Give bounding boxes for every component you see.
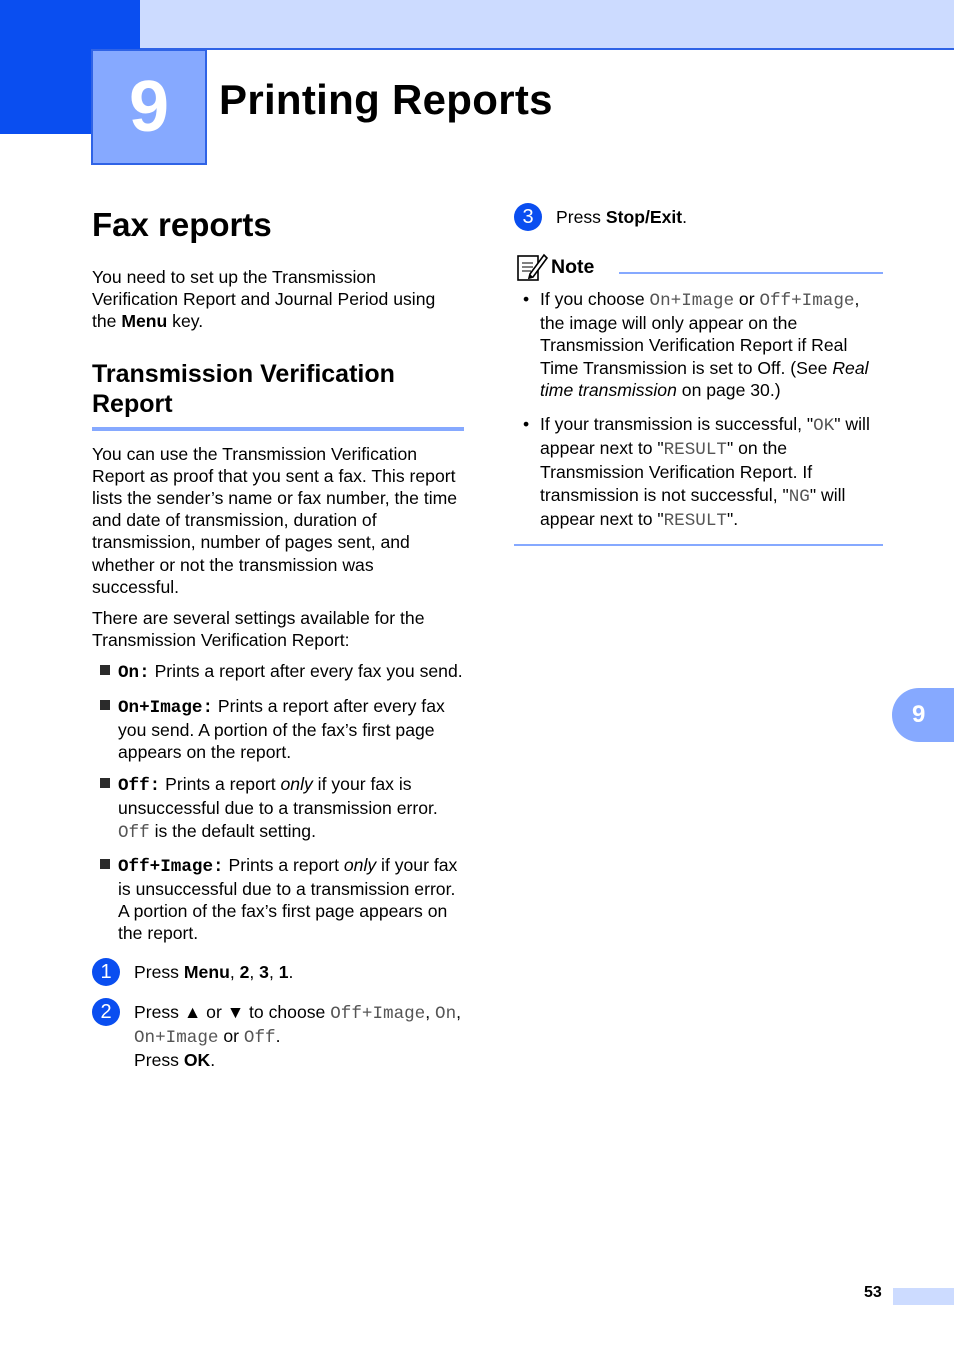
tvr-description: You can use the Transmission Verification Report as proof that you sent a fax. This report lists the sender’s name or fax number, the time and date of transmission, duration of transmission, number of pages sent, and whether or not the transmission was successful. bbox=[92, 443, 458, 597]
note-bottom-rule bbox=[514, 544, 883, 546]
step-2: 2 Press ▲ or ▼ to choose Off+Image, On, On+Image or Off. Press OK. bbox=[92, 1001, 464, 1072]
subsection-rule bbox=[92, 427, 464, 431]
bullet-dot-icon: • bbox=[523, 414, 530, 435]
square-bullet-icon bbox=[100, 778, 110, 788]
option-label: Off+Image: bbox=[118, 856, 224, 877]
down-arrow-icon: ▼ bbox=[226, 1001, 245, 1022]
header-rule bbox=[140, 48, 954, 50]
menu-key: Menu bbox=[121, 311, 168, 332]
section-title: Fax reports bbox=[92, 206, 272, 243]
chapter-title: Printing Reports bbox=[219, 76, 553, 123]
bullet-dot-icon: • bbox=[523, 289, 530, 309]
list-item: • If you choose On+Image or Off+Image, the image will only appear on the Transmission Verification Report if Real Time Transmission is set to Off. (See Real time transmission on page 30.) bbox=[523, 289, 869, 400]
step-3: 3 Press Stop/Exit. bbox=[514, 206, 884, 234]
list-item: Off: Prints a report only if your fax is unsuccessful due to a transmission error. Off is the default setting. bbox=[92, 773, 464, 844]
step-number-icon: 1 bbox=[92, 958, 120, 986]
cross-reference: Real time transmission bbox=[540, 357, 869, 400]
chapter-side-tab: 9 bbox=[892, 688, 954, 742]
option-label: On: bbox=[118, 663, 150, 684]
square-bullet-icon bbox=[100, 700, 110, 710]
square-bullet-icon bbox=[100, 859, 110, 869]
step-number-icon: 2 bbox=[92, 998, 120, 1026]
note-label: Note bbox=[551, 256, 595, 278]
footer-bar bbox=[893, 1288, 954, 1305]
settings-intro: There are several settings available for the Transmission Verification Report: bbox=[92, 608, 425, 651]
right-column bbox=[514, 200, 884, 546]
default-value: Off bbox=[118, 822, 150, 843]
list-item: • If your transmission is successful, "OK" will appear next to "RESULT" on the Transmission Verification Report. If transmission is not successful, "NG" will appear next to "RESULT". bbox=[523, 414, 870, 531]
note-list bbox=[514, 288, 884, 532]
settings-list bbox=[92, 660, 464, 944]
list-item: Off+Image: Prints a report only if your fax is unsuccessful due to a transmission error. A portion of the fax’s first page appears on the report. bbox=[92, 854, 464, 945]
header-band bbox=[0, 0, 954, 49]
step-number-icon: 3 bbox=[514, 203, 542, 231]
up-arrow-icon: ▲ bbox=[183, 1001, 202, 1022]
intro-paragraph: You need to set up the Transmission Verification Report and Journal Period using the Menu key. bbox=[92, 267, 436, 332]
option-label: On+Image: bbox=[118, 697, 214, 718]
list-item: On+Image: Prints a report after every fax you send. A portion of the fax’s first page appears on the report. bbox=[92, 695, 464, 764]
note-pencil-icon bbox=[516, 252, 548, 282]
subsection-title: Transmission Verification Report bbox=[92, 359, 395, 418]
chapter-number-box: 9 bbox=[91, 49, 207, 165]
left-column bbox=[92, 200, 464, 1071]
option-label: Off: bbox=[118, 776, 161, 797]
square-bullet-icon bbox=[100, 665, 110, 675]
step-1: 1 Press Menu, 2, 3, 1. bbox=[92, 961, 464, 989]
page-number: 53 bbox=[864, 1284, 882, 1301]
note-rule bbox=[619, 272, 883, 274]
note-header bbox=[514, 252, 884, 286]
list-item: On: Prints a report after every fax you send. bbox=[92, 660, 464, 684]
